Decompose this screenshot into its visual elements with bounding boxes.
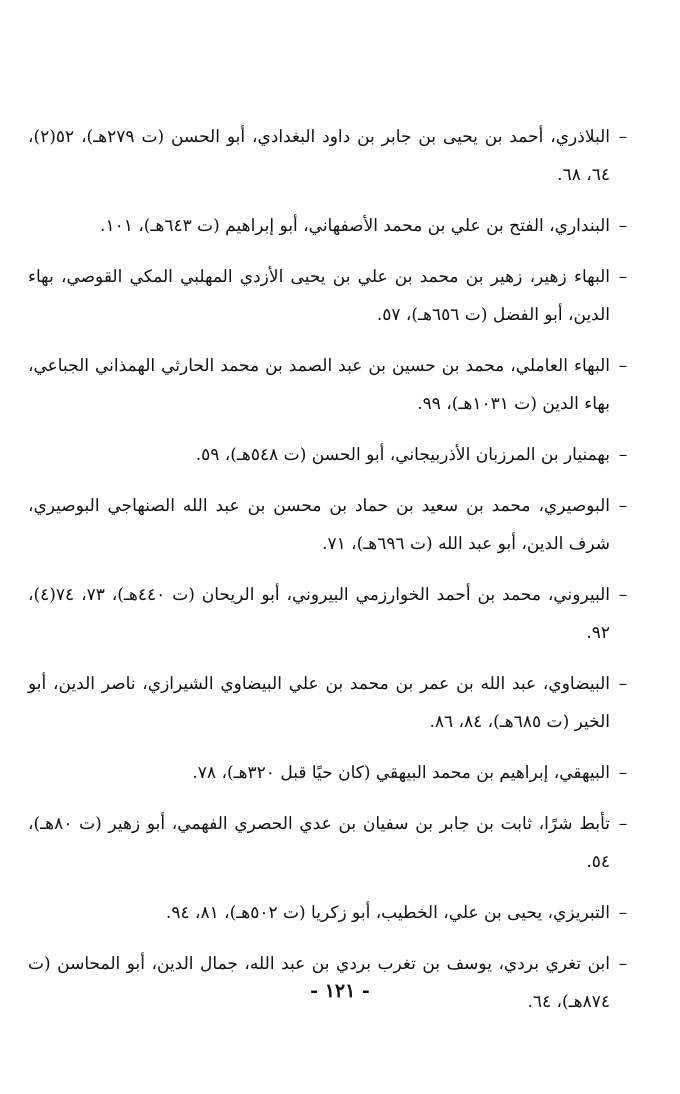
index-entry xyxy=(28,894,632,932)
entry-dash: – xyxy=(618,267,628,287)
entry-text: ابن تغري بردي، يوسف بن تغرب بردي بن عبد الله، جمال الدين، أبو المحاسن (ت ٨٧٤هـ)، ٦٤. xyxy=(28,954,610,1012)
index-entry xyxy=(28,118,632,194)
entry-dash: – xyxy=(618,903,628,923)
entry-dash: – xyxy=(618,954,628,974)
index-entry xyxy=(28,665,632,741)
index-entry xyxy=(28,347,632,423)
index-entry xyxy=(28,436,632,474)
entry-text: بهمنيار بن المرزبان الأذربيجاني، أبو الحسن (ت ٥٤٨هـ)، ٥٩. xyxy=(195,445,610,465)
entry-dash: – xyxy=(618,763,628,783)
entry-dash: – xyxy=(618,496,628,516)
index-entry xyxy=(28,805,632,881)
page-number: - ١٢١ - xyxy=(310,980,370,1002)
entry-dash: – xyxy=(618,127,628,147)
index-entry xyxy=(28,258,632,334)
entry-text: البوصيري، محمد بن سعيد بن حماد بن محسن بن عبد الله الصنهاجي البوصيري، شرف الدين، أبو عبد الله (ت ٦٩٦هـ)، ٧١. xyxy=(28,496,610,554)
entry-dash: – xyxy=(618,445,628,465)
entry-text: البيروني، محمد بن أحمد الخوارزمي البيروني، أبو الريحان (ت ٤٤٠هـ)، ٧٣، ٧٤(٤)، ٩٢. xyxy=(28,585,610,643)
entry-dash: – xyxy=(618,674,628,694)
entry-text: تأبط شرًا، ثابت بن جابر بن سفيان بن عدي الحصري الفهمي، أبو زهير (ت ٨٠هـ)، ٥٤. xyxy=(28,814,610,872)
entry-dash: – xyxy=(618,216,628,236)
index-entry xyxy=(28,576,632,652)
index-entry xyxy=(28,487,632,563)
entry-dash: – xyxy=(618,814,628,834)
entry-text: البهاء العاملي، محمد بن حسين بن عبد الصمد بن محمد الحارثي الهمذاني الجباعي، بهاء الدين (ت ١٠٣١هـ)، ٩٩. xyxy=(28,356,610,414)
entry-text: البهاء زهير، زهير بن محمد بن علي بن يحيى الأزدي المهلبي المكي القوصي، بهاء الدين، أبو الفضل (ت ٦٥٦هـ)، ٥٧. xyxy=(28,267,610,325)
entry-dash: – xyxy=(618,585,628,605)
entry-text: البنداري، الفتح بن علي بن محمد الأصفهاني، أبو إبراهيم (ت ٦٤٣هـ)، ١٠١. xyxy=(100,216,610,236)
entry-text: البلاذري، أحمد بن يحيى بن جابر بن داود البغدادي، أبو الحسن (ت ٢٧٩هـ)، ٥٢(٢)، ٦٤، ٦٨. xyxy=(28,127,611,185)
index-entry xyxy=(28,207,632,245)
entry-text: البيضاوي، عبد الله بن عمر بن محمد بن علي البيضاوي الشيرازي، ناصر الدين، أبو الخير (ت ٦٨٥هـ)، ٨٤، ٨٦. xyxy=(28,674,610,732)
index-entries-list xyxy=(28,118,632,1034)
entry-text: التبريزي، يحيى بن علي، الخطيب، أبو زكريا (ت ٥٠٢هـ)، ٨١، ٩٤. xyxy=(165,903,610,923)
entry-dash: – xyxy=(618,356,628,376)
entry-text: البيهقي، إبراهيم بن محمد البيهقي (كان حيًا قبل ٣٢٠هـ)، ٧٨. xyxy=(192,763,610,783)
index-entry xyxy=(28,754,632,792)
